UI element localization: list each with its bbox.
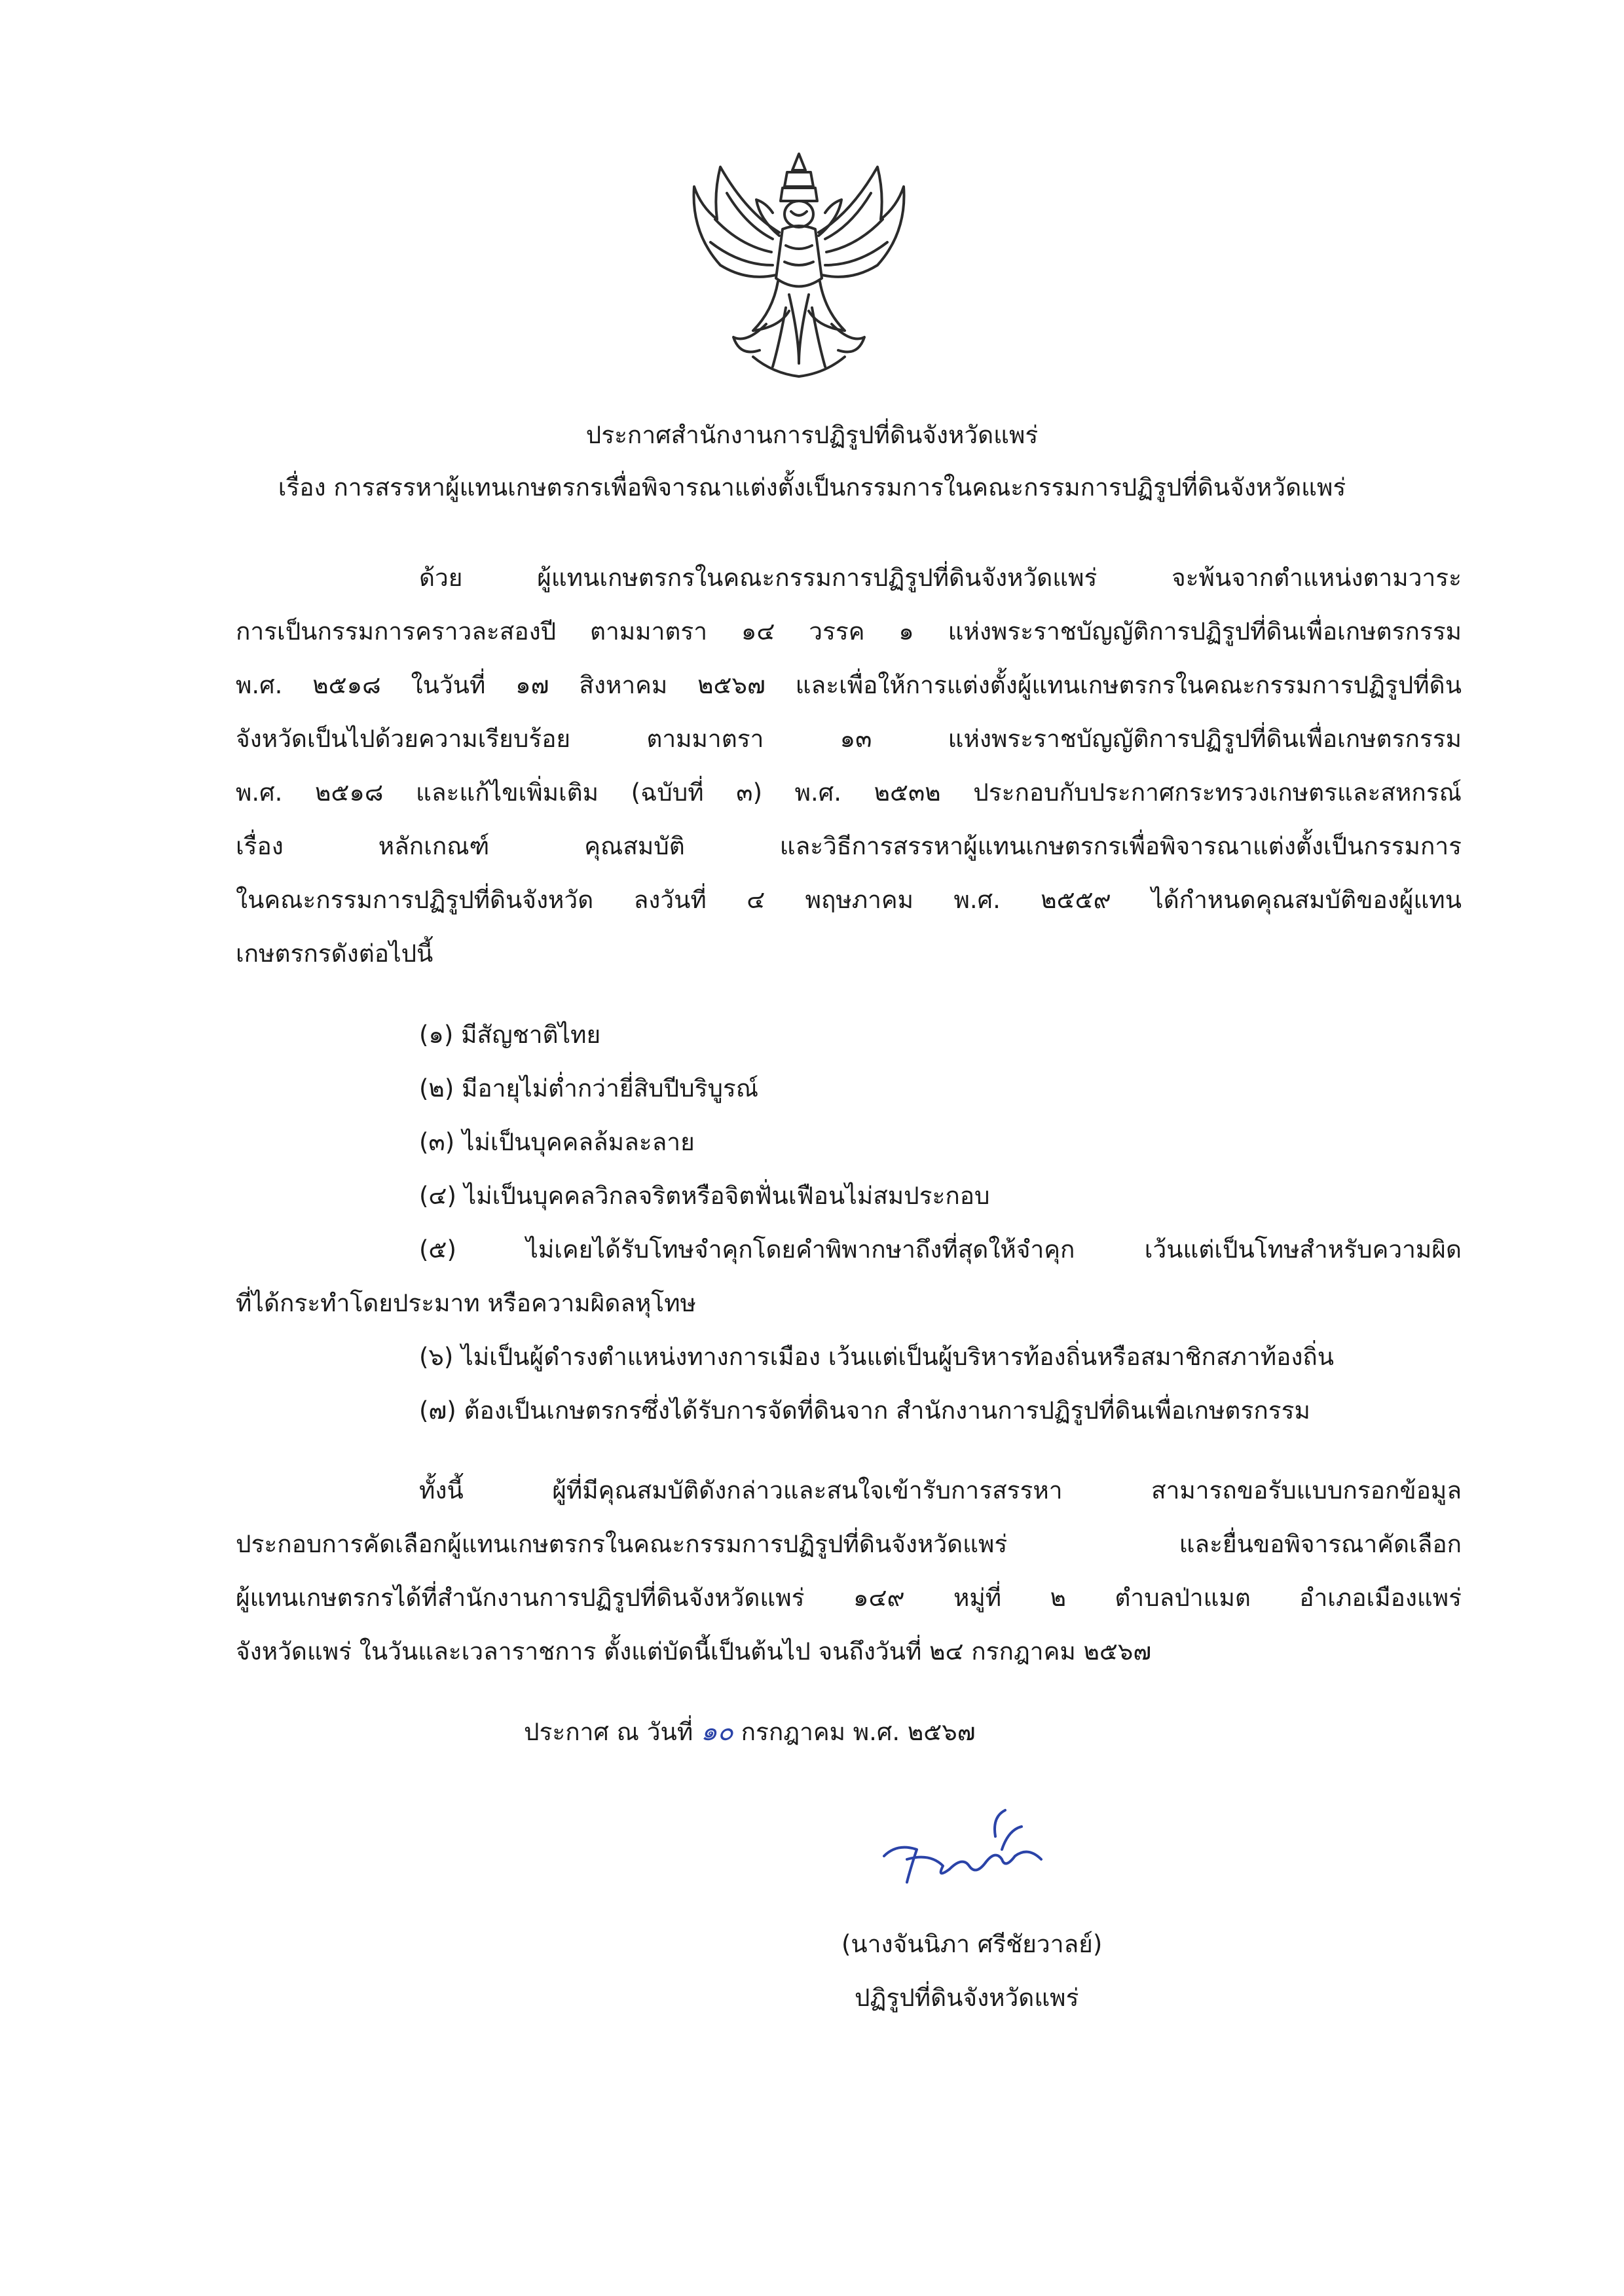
paragraph-line: เกษตรกรดังต่อไปนี้ [236,939,434,968]
paragraph-line: จังหวัดแพร่ ในวันและเวลาราชการ ตั้งแต่บัดนี้เป็นต้นไป จนถึงวันที่ ๒๔ กรกฎาคม ๒๕๖๗ [236,1637,1152,1666]
garuda-emblem-icon [674,141,923,390]
signatory-position: ปฏิรูปที่ดินจังหวัดแพร่ [855,1984,1079,2012]
announcement-month-year: กรกฎาคม พ.ศ. ๒๕๖๗ [741,1718,976,1746]
list-item-continuation: ที่ได้กระทำโดยประมาท หรือความผิดลหุโทษ [236,1289,697,1317]
paragraph-line: พ.ศ. ๒๕๑๘ ในวันที่ ๑๗ สิงหาคม ๒๕๖๗ และเพื่อให้การแต่งตั้งผู้แทนเกษตรกรในคณะกรรมการปฏิรูปที่ดิน [236,671,1462,699]
paragraph-line: จังหวัดเป็นไปด้วยความเรียบร้อย ตามมาตรา ๑๓ แห่งพระราชบัญญัติการปฏิรูปที่ดินเพื่อเกษตรกรรม [236,725,1462,753]
paragraph-line: ทั้งนี้ ผู้ที่มีคุณสมบัติดังกล่าวและสนใจเข้ารับการสรรหา สามารถขอรับแบบกรอกข้อมูล [419,1476,1462,1504]
list-item: (๒) มีอายุไม่ต่ำกว่ายี่สิบปีบริบูรณ์ [419,1074,759,1102]
list-item: (๗) ต้องเป็นเกษตรกรซึ่งได้รับการจัดที่ดินจาก สำนักงานการปฏิรูปที่ดินเพื่อเกษตรกรรม [419,1396,1310,1425]
paragraph-line: ประกอบการคัดเลือกผู้แทนเกษตรกรในคณะกรรมการปฏิรูปที่ดินจังหวัดแพร่ และยื่นขอพิจารณาคัดเลือก [236,1530,1462,1558]
paragraph-line: ผู้แทนเกษตรกรได้ที่สำนักงานการปฏิรูปที่ดินจังหวัดแพร่ ๑๔๙ หมู่ที่ ๒ ตำบลป่าแมต อำเภอเมืองแพร่ [236,1584,1462,1612]
list-item: (๔) ไม่เป็นบุคคลวิกลจริตหรือจิตฟั่นเฟือนไม่สมประกอบ [419,1182,990,1210]
announcement-prefix: ประกาศ ณ วันที่ [524,1718,693,1746]
document-title: ประกาศสำนักงานการปฏิรูปที่ดินจังหวัดแพร่ [585,421,1039,449]
paragraph-line: ในคณะกรรมการปฏิรูปที่ดินจังหวัด ลงวันที่ ๔ พฤษภาคม พ.ศ. ๒๕๕๙ ได้กำหนดคุณสมบัติของผู้แทน [236,886,1462,914]
list-item: (๓) ไม่เป็นบุคคลล้มละลาย [419,1128,695,1156]
paragraph-line: พ.ศ. ๒๕๑๘ และแก้ไขเพิ่มเติม (ฉบับที่ ๓) พ.ศ. ๒๕๓๒ ประกอบกับประกาศกระทรวงเกษตรและสหกรณ์ [236,778,1462,807]
handwritten-signature-icon [871,1797,1067,1902]
list-item: (๖) ไม่เป็นผู้ดำรงตำแหน่งทางการเมือง เว้นแต่เป็นผู้บริหารท้องถิ่นหรือสมาชิกสภาท้องถิ่น [419,1343,1335,1371]
document-subject: เรื่อง การสรรหาผู้แทนเกษตรกรเพื่อพิจารณาแต่งตั้งเป็นกรรมการในคณะกรรมการปฏิรูปที่ดินจังหวัดแพร่ [278,473,1346,501]
paragraph-line: ด้วย ผู้แทนเกษตรกรในคณะกรรมการปฏิรูปที่ดินจังหวัดแพร่ จะพ้นจากตำแหน่งตามวาระ [419,564,1462,592]
list-item: (๕) ไม่เคยได้รับโทษจำคุกโดยคำพิพากษาถึงที่สุดให้จำคุก เว้นแต่เป็นโทษสำหรับความผิด [419,1235,1462,1264]
signatory-name: (นางจันนิภา ศรีชัยวาลย์) [841,1930,1103,1958]
paragraph-line: เรื่อง หลักเกณฑ์ คุณสมบัติ และวิธีการสรรหาผู้แทนเกษตรกรเพื่อพิจารณาแต่งตั้งเป็นกรรมการ [236,832,1462,860]
announcement-day: ๑๐ [700,1717,733,1747]
announcement-date [524,1715,976,1749]
list-item: (๑) มีสัญชาติไทย [419,1021,601,1049]
paragraph-line: การเป็นกรรมการคราวละสองปี ตามมาตรา ๑๔ วรรค ๑ แห่งพระราชบัญญัติการปฏิรูปที่ดินเพื่อเกษตรกรรม [236,617,1462,646]
